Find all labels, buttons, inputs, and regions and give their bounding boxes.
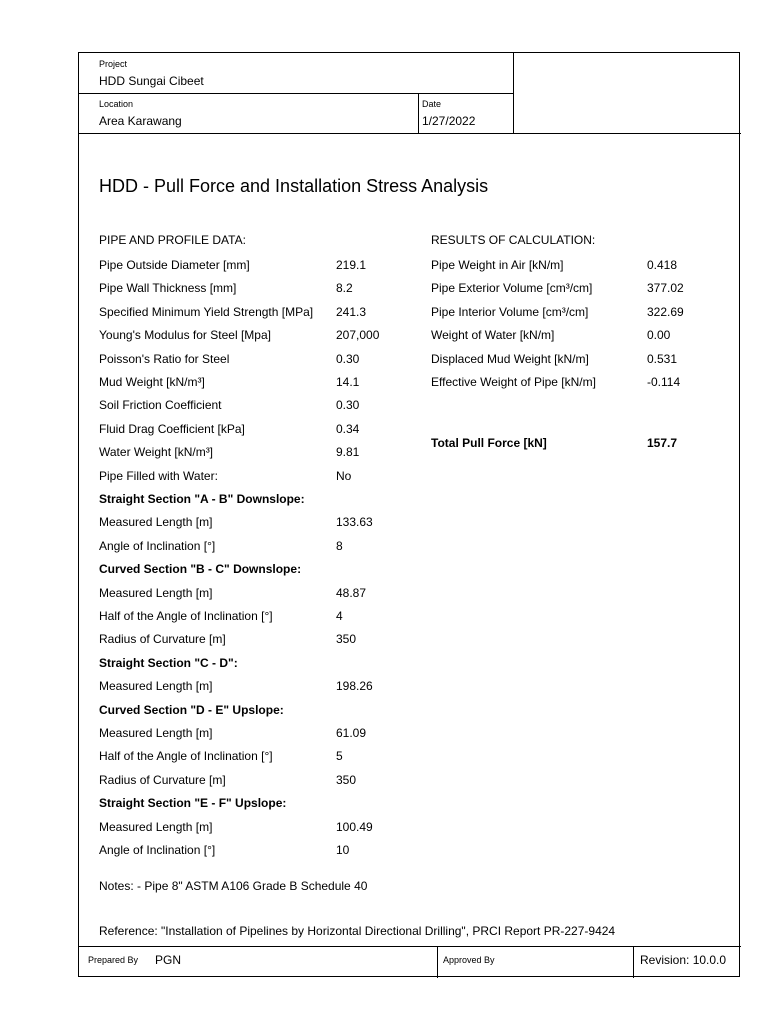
pipe-data-label: Measured Length [m] <box>99 726 213 740</box>
pipe-data-label: Fluid Drag Coefficient [kPa] <box>99 421 245 436</box>
prepared-by-label: Prepared By <box>88 955 139 965</box>
date-value: 1/27/2022 <box>422 114 476 128</box>
result-value: 0.531 <box>647 351 678 366</box>
header-divider-2 <box>79 133 741 134</box>
results-heading: RESULTS OF CALCULATION: <box>431 233 596 247</box>
total-pull-force-value: 157.7 <box>647 436 678 450</box>
pipe-data-label: Young's Modulus for Steel [Mpa] <box>99 328 271 343</box>
footer-vdivider-1 <box>437 946 438 978</box>
pipe-data-heading: PIPE AND PROFILE DATA: <box>99 233 246 247</box>
pipe-data-label: Poisson's Ratio for Steel <box>99 351 230 366</box>
pipe-data-value: 8.2 <box>336 281 353 296</box>
pipe-data-label: Radius of Curvature [m] <box>99 632 226 647</box>
pipe-data-value: 241.3 <box>336 304 367 319</box>
result-value: 0.00 <box>647 328 671 343</box>
result-value: 377.02 <box>647 281 684 296</box>
pipe-data-value: 61.09 <box>336 726 367 740</box>
reference: Reference: "Installation of Pipelines by Horizontal Directional Drilling", PRCI Report PR-227-9424 <box>99 924 616 938</box>
approved-by-label: Approved By <box>443 955 495 965</box>
pipe-data-label: Soil Friction Coefficient <box>99 398 222 413</box>
pipe-data-label: Radius of Curvature [m] <box>99 772 226 787</box>
pipe-data-value: 350 <box>336 632 357 647</box>
result-value: 0.418 <box>647 258 678 272</box>
pipe-data-value: 100.49 <box>336 819 373 834</box>
pipe-data-value: No <box>336 468 352 483</box>
pipe-data-value: 10 <box>336 843 350 857</box>
pipe-data-value: 14.1 <box>336 375 360 389</box>
pipe-data-label: Pipe Wall Thickness [mm] <box>99 281 237 296</box>
result-value: 322.69 <box>647 304 684 319</box>
header-divider-1 <box>79 93 513 94</box>
location-value: Area Karawang <box>99 114 182 128</box>
page-title: HDD - Pull Force and Installation Stress Analysis <box>99 176 489 196</box>
project-label: Project <box>99 59 128 69</box>
section-heading: Straight Section "C - D": <box>99 655 238 670</box>
pipe-data-label: Pipe Filled with Water: <box>99 468 218 483</box>
pipe-data-label: Angle of Inclination [°] <box>99 843 216 857</box>
footer-divider <box>79 946 741 947</box>
location-label: Location <box>99 99 134 109</box>
header-vdivider-date <box>418 93 419 133</box>
pipe-data-value: 8 <box>336 538 343 553</box>
total-pull-force-label: Total Pull Force [kN] <box>431 436 547 450</box>
result-label: Pipe Interior Volume [cm³/cm] <box>431 304 589 319</box>
pipe-data-value: 207,000 <box>336 328 380 343</box>
section-heading: Curved Section "D - E" Upslope: <box>99 702 284 717</box>
pipe-data-label: Mud Weight [kN/m³] <box>99 375 205 389</box>
pipe-data-value: 219.1 <box>336 258 367 272</box>
result-value: -0.114 <box>647 375 681 389</box>
pipe-data-label: Measured Length [m] <box>99 679 213 694</box>
pipe-data-label: Half of the Angle of Inclination [°] <box>99 749 273 764</box>
pipe-data-value: 0.30 <box>336 351 360 366</box>
report-sheet <box>78 52 740 977</box>
pipe-data-value: 4 <box>336 609 343 623</box>
pipe-data-value: 198.26 <box>336 679 373 694</box>
prepared-by-value: PGN <box>155 953 182 967</box>
date-label: Date <box>422 99 442 109</box>
footer-vdivider-2 <box>633 946 634 978</box>
section-heading: Straight Section "A - B" Downslope: <box>99 492 305 506</box>
pipe-data-value: 133.63 <box>336 515 373 530</box>
pipe-data-label: Angle of Inclination [°] <box>99 538 216 553</box>
header-vdivider-right <box>513 53 514 133</box>
result-label: Pipe Weight in Air [kN/m] <box>431 258 564 272</box>
pipe-data-label: Measured Length [m] <box>99 585 213 600</box>
pipe-data-label: Measured Length [m] <box>99 819 213 834</box>
section-heading: Straight Section "E - F" Upslope: <box>99 796 287 811</box>
pipe-data-value: 48.87 <box>336 585 367 600</box>
pipe-data-label: Water Weight [kN/m³] <box>99 445 214 460</box>
pipe-data-label: Pipe Outside Diameter [mm] <box>99 258 250 272</box>
pipe-data-value: 0.34 <box>336 421 360 436</box>
revision: Revision: 10.0.0 <box>640 953 727 967</box>
result-label: Effective Weight of Pipe [kN/m] <box>431 375 596 389</box>
pipe-data-value: 350 <box>336 772 357 787</box>
project-value: HDD Sungai Cibeet <box>99 74 204 88</box>
pipe-data-value: 0.30 <box>336 398 360 413</box>
pipe-data-label: Specified Minimum Yield Strength [MPa] <box>99 304 314 319</box>
pipe-data-value: 9.81 <box>336 445 360 460</box>
pipe-data-value: 5 <box>336 749 343 764</box>
result-label: Weight of Water [kN/m] <box>431 328 555 343</box>
result-label: Pipe Exterior Volume [cm³/cm] <box>431 281 593 296</box>
result-label: Displaced Mud Weight [kN/m] <box>431 351 589 366</box>
notes: Notes: - Pipe 8" ASTM A106 Grade B Schedule 40 <box>99 879 368 893</box>
pipe-data-label: Half of the Angle of Inclination [°] <box>99 609 273 623</box>
pipe-data-label: Measured Length [m] <box>99 515 213 530</box>
section-heading: Curved Section "B - C" Downslope: <box>99 562 302 577</box>
